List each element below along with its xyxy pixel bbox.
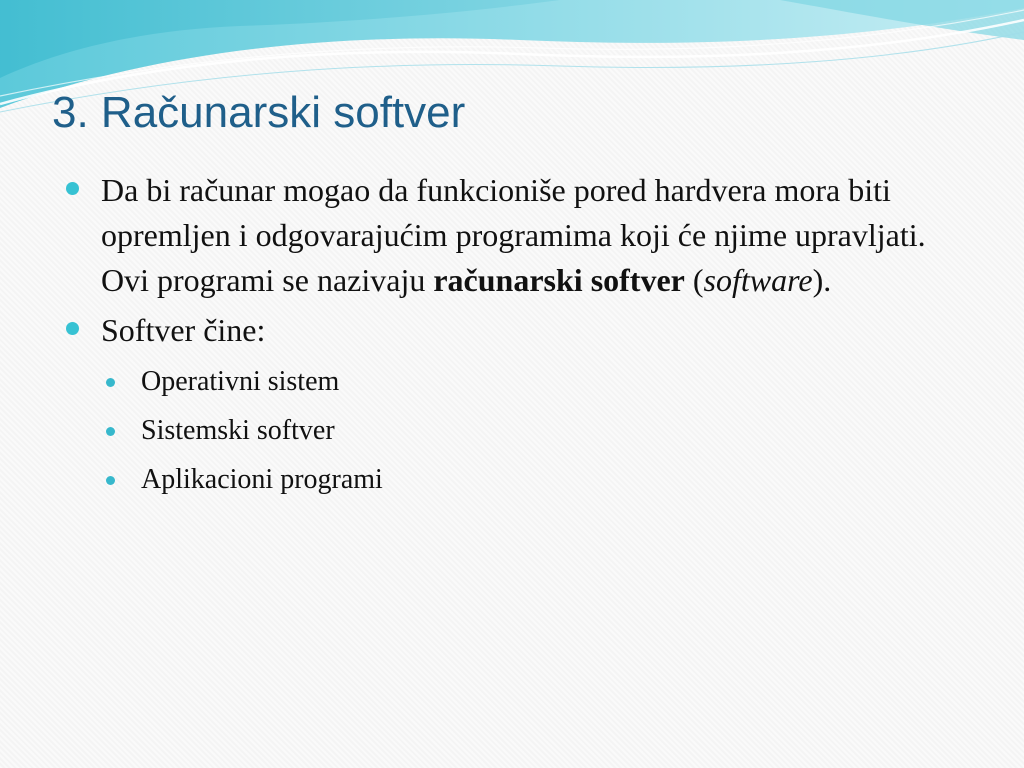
- sub-item-operating-system: [101, 357, 972, 406]
- sub-bullet-dot-icon: [106, 427, 115, 436]
- bullet-list: [62, 168, 972, 504]
- definition-text: Da bi računar mogao da funkcioniše pored hardvera mora biti opremljen i odgovarajućim programima koji će njime upravljati. Ovi programi se nazivaju: [101, 172, 926, 298]
- sub-item-label: Aplikacioni programi: [141, 464, 383, 495]
- definition-paren-open: (: [684, 262, 704, 298]
- definition-paren-close: ).: [812, 262, 832, 298]
- components-heading: Softver čine:: [101, 312, 266, 348]
- sub-item-label: Sistemski softver: [141, 415, 335, 446]
- slide-title: 3. Računarski softver: [52, 88, 466, 137]
- bullet-item-definition: [62, 168, 972, 303]
- sub-item-system-software: [101, 406, 972, 455]
- definition-term: računarski softver: [433, 262, 685, 298]
- sub-bullet-dot-icon: [106, 476, 115, 485]
- sub-bullet-list: [101, 357, 972, 504]
- sub-item-label: Operativni sistem: [141, 366, 340, 397]
- slide-content: [62, 168, 972, 509]
- sub-item-application-programs: [101, 455, 972, 504]
- sub-bullet-dot-icon: [106, 378, 115, 387]
- definition-term-english: software: [703, 262, 813, 298]
- bullet-dot-icon: [66, 322, 79, 335]
- bullet-dot-icon: [66, 182, 79, 195]
- bullet-item-components: [62, 308, 972, 504]
